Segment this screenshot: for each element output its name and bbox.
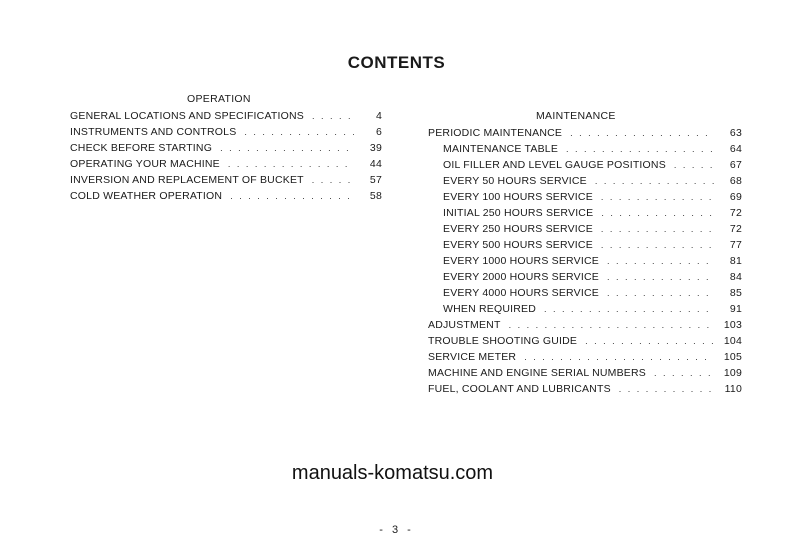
toc-entry[interactable] [70, 172, 382, 188]
toc-entry-label: MAINTENANCE TABLE [443, 143, 559, 155]
toc-entry-page: 69 [729, 191, 742, 203]
operation-toc [70, 108, 382, 204]
toc-entry-label: ADJUSTMENT [428, 319, 501, 331]
toc-entry[interactable] [70, 108, 382, 124]
toc-entry-page: 77 [729, 239, 742, 251]
toc-entry[interactable] [428, 381, 742, 397]
dot-leader [607, 269, 714, 285]
dot-leader [619, 381, 714, 397]
toc-entry[interactable] [70, 188, 382, 204]
toc-entry-page: 72 [729, 207, 742, 219]
toc-entry-page: 63 [729, 127, 742, 139]
toc-entry-label: WHEN REQUIRED [443, 303, 537, 315]
toc-entry-page: 109 [723, 367, 742, 379]
dot-leader [601, 221, 714, 237]
toc-entry-label: EVERY 250 HOURS SERVICE [443, 223, 593, 235]
maintenance-heading: MAINTENANCE [536, 110, 616, 122]
toc-entry[interactable] [428, 221, 742, 237]
toc-entry-page: 39 [369, 142, 382, 154]
toc-entry-label: EVERY 50 HOURS SERVICE [443, 175, 587, 187]
toc-entry-page: 103 [723, 319, 742, 331]
toc-entry[interactable] [428, 157, 742, 173]
toc-entry-page: 84 [729, 271, 742, 283]
toc-entry[interactable] [428, 269, 742, 285]
toc-entry[interactable] [428, 253, 742, 269]
toc-entry-label: TROUBLE SHOOTING GUIDE [428, 335, 578, 347]
toc-entry-page: 58 [369, 190, 382, 202]
page-title: CONTENTS [347, 53, 446, 72]
dot-leader [585, 333, 714, 349]
toc-entry-label: EVERY 2000 HOURS SERVICE [443, 271, 599, 283]
toc-entry[interactable] [428, 237, 742, 253]
dot-leader [601, 189, 714, 205]
toc-entry[interactable] [70, 124, 382, 140]
toc-entry[interactable] [428, 189, 742, 205]
toc-entry-page: 67 [729, 159, 742, 171]
toc-entry-page: 44 [369, 158, 382, 170]
dot-leader [220, 140, 354, 156]
toc-entry-page: 64 [729, 143, 742, 155]
dot-leader [601, 237, 714, 253]
dot-leader [509, 317, 714, 333]
toc-entry-page: 4 [375, 110, 382, 122]
toc-entry-page: 104 [723, 335, 742, 347]
toc-entry-page: 6 [375, 126, 382, 138]
dot-leader [595, 173, 714, 189]
toc-entry-page: 105 [723, 351, 742, 363]
toc-entry-label: INITIAL 250 HOURS SERVICE [443, 207, 594, 219]
toc-entry-label: INVERSION AND REPLACEMENT OF BUCKET [70, 174, 304, 186]
dot-leader [230, 188, 354, 204]
dot-leader [607, 253, 714, 269]
toc-entry-page: 57 [369, 174, 382, 186]
dot-leader [312, 108, 354, 124]
toc-entry-label: SERVICE METER [428, 351, 517, 363]
toc-entry-page: 81 [729, 255, 742, 267]
toc-entry-label: INSTRUMENTS AND CONTROLS [70, 126, 237, 138]
toc-entry[interactable] [428, 285, 742, 301]
toc-entry-label: FUEL, COOLANT AND LUBRICANTS [428, 383, 611, 395]
toc-entry[interactable] [428, 173, 742, 189]
dot-leader [566, 141, 714, 157]
toc-entry[interactable] [428, 141, 742, 157]
toc-entry-page: 72 [729, 223, 742, 235]
dot-leader [524, 349, 714, 365]
toc-entry-label: OPERATING YOUR MACHINE [70, 158, 220, 170]
dot-leader [544, 301, 714, 317]
toc-entry[interactable] [428, 349, 742, 365]
toc-entry-label: EVERY 100 HOURS SERVICE [443, 191, 593, 203]
toc-entry-page: 110 [724, 383, 742, 395]
dot-leader [570, 125, 714, 141]
toc-entry-label: EVERY 4000 HOURS SERVICE [443, 287, 599, 299]
toc-entry-label: PERIODIC MAINTENANCE [428, 127, 563, 139]
operation-heading: OPERATION [187, 93, 251, 105]
toc-entry-label: OIL FILLER AND LEVEL GAUGE POSITIONS [443, 159, 666, 171]
dot-leader [601, 205, 714, 221]
dot-leader [312, 172, 354, 188]
page-number: - 3 - [379, 524, 414, 536]
toc-entry[interactable] [70, 140, 382, 156]
dot-leader [607, 285, 714, 301]
toc-entry[interactable] [428, 333, 742, 349]
toc-entry-label: EVERY 1000 HOURS SERVICE [443, 255, 599, 267]
toc-entry-label: MACHINE AND ENGINE SERIAL NUMBERS [428, 367, 646, 379]
toc-entry[interactable] [428, 365, 742, 381]
watermark-text: manuals-komatsu.com [291, 462, 494, 484]
maintenance-toc [428, 125, 742, 397]
toc-entry[interactable] [428, 125, 742, 141]
toc-entry[interactable] [70, 156, 382, 172]
dot-leader [228, 156, 354, 172]
toc-entry-page: 68 [729, 175, 742, 187]
toc-entry-label: GENERAL LOCATIONS AND SPECIFICATIONS [70, 110, 304, 122]
dot-leader [674, 157, 714, 173]
dot-leader [244, 124, 354, 140]
dot-leader [654, 365, 714, 381]
toc-entry[interactable] [428, 317, 742, 333]
toc-entry-page: 85 [729, 287, 742, 299]
toc-entry-page: 91 [729, 303, 742, 315]
toc-entry-label: COLD WEATHER OPERATION [70, 190, 223, 202]
toc-entry[interactable] [428, 205, 742, 221]
toc-entry-label: CHECK BEFORE STARTING [70, 142, 213, 154]
toc-entry[interactable] [428, 301, 742, 317]
toc-entry-label: EVERY 500 HOURS SERVICE [443, 239, 593, 251]
